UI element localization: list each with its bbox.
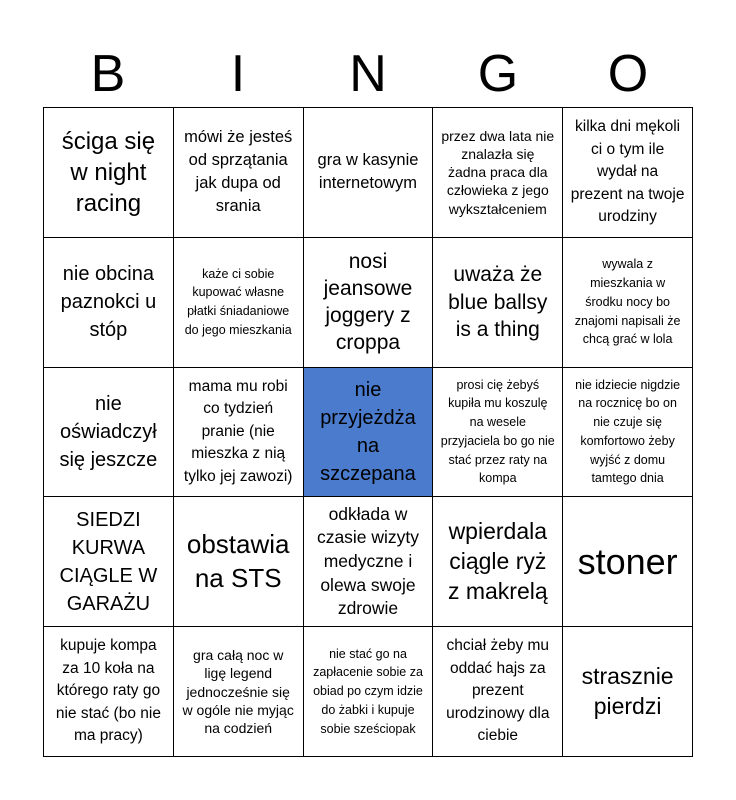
- bingo-header: [43, 40, 693, 108]
- bingo-cell: wywala z mieszkania w środku nocy bo znajomi napisali że chcą grać w lola: [563, 238, 693, 368]
- bingo-cell: ściga się w night racing: [44, 108, 174, 238]
- header-letter-b: B: [90, 45, 126, 103]
- bingo-cell: nie idziecie nigdzie na rocznicę bo on nie czuje się komfortowo żeby wyjść z domu tamtego dnia: [563, 368, 693, 498]
- bingo-cell: wpierdala ciągle ryż z makrelą: [433, 497, 563, 627]
- bingo-cell: strasznie pierdzi: [563, 627, 693, 757]
- header-letter-g: G: [477, 45, 519, 103]
- bingo-cell: kupuje kompa za 10 koła na którego raty go nie stać (bo nie ma pracy): [44, 627, 174, 757]
- bingo-cell: uważa że blue ballsy is a thing: [433, 238, 563, 368]
- bingo-cell: nie obcina paznokci u stóp: [44, 238, 174, 368]
- bingo-cell: mama mu robi co tydzień pranie (nie mieszka z nią tylko jej zawozi): [174, 368, 304, 498]
- bingo-cell: kilka dni mękoli ci o tym ile wydał na prezent na twoje urodziny: [563, 108, 693, 238]
- bingo-cell: nosi jeansowe joggery z croppa: [304, 238, 434, 368]
- bingo-cell: przez dwa lata nie znalazła się żadna praca dla człowieka z jego wykształceniem: [433, 108, 563, 238]
- header-letter-n: N: [349, 45, 387, 103]
- header-letter-i: I: [230, 45, 246, 103]
- bingo-cell: odkłada w czasie wizyty medyczne i olewa swoje zdrowie: [304, 497, 434, 627]
- bingo-cell: nie oświadczył się jeszcze: [44, 368, 174, 498]
- free-space-cell: nie przyjeżdża na szczepana: [304, 368, 434, 498]
- bingo-cell: chciał żeby mu oddać hajs za prezent urodzinowy dla ciebie: [433, 627, 563, 757]
- bingo-grid: [43, 107, 693, 757]
- bingo-cell: gra całą noc w ligę legend jednocześnie się w ogóle nie myjąc na codzień: [174, 627, 304, 757]
- bingo-cell: gra w kasynie internetowym: [304, 108, 434, 238]
- bingo-cell: prosi cię żebyś kupiła mu koszulę na wesele przyjaciela bo go nie stać przez raty na kompa: [433, 368, 563, 498]
- bingo-cell: mówi że jesteś od sprzątania jak dupa od srania: [174, 108, 304, 238]
- bingo-cell: obstawia na STS: [174, 497, 304, 627]
- bingo-cell: każe ci sobie kupować własne płatki śniadaniowe do jego mieszkania: [174, 238, 304, 368]
- bingo-cell: SIEDZI KURWA CIĄGLE W GARAŻU: [44, 497, 174, 627]
- header-letter-o: O: [607, 45, 649, 103]
- bingo-cell: stoner: [563, 497, 693, 627]
- bingo-cell: nie stać go na zapłacenie sobie za obiad po czym idzie do żabki i kupuje sobie sześciopak: [304, 627, 434, 757]
